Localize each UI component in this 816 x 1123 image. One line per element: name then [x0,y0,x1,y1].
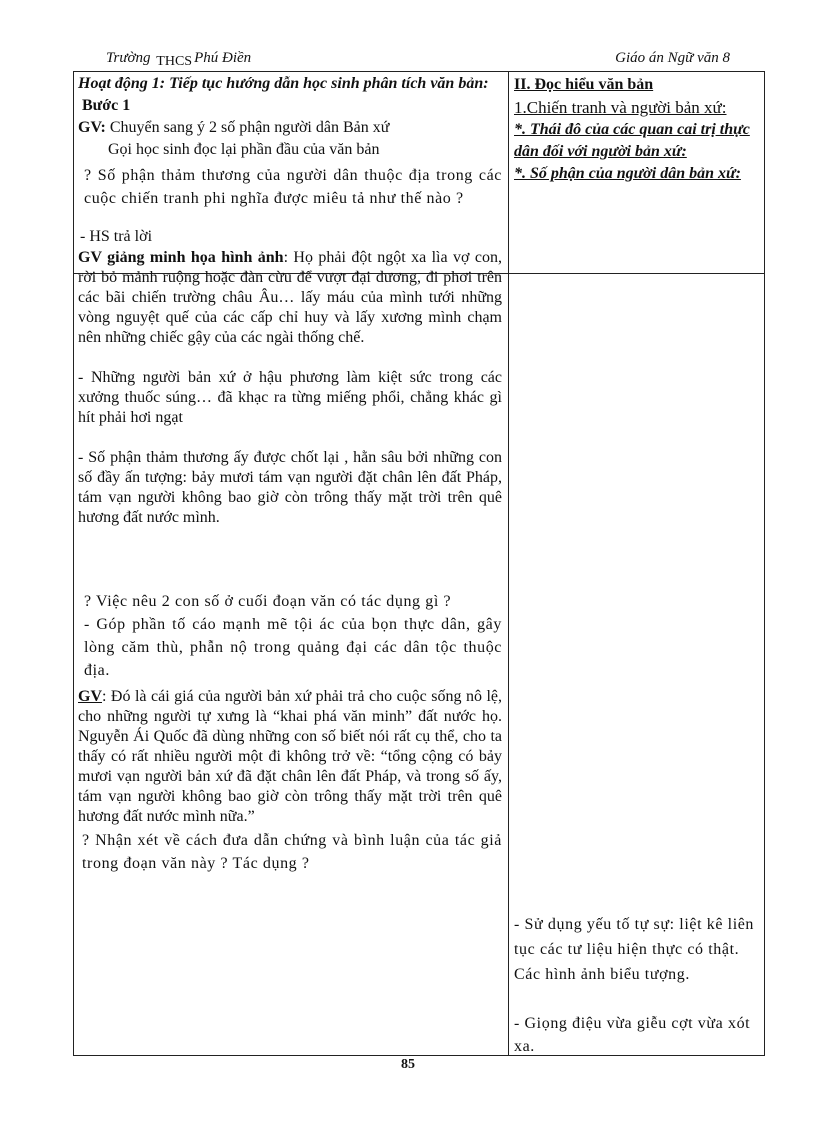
gv-explanation [78,248,502,348]
teaching-activities-column [78,74,502,875]
question-3: ? Nhận xét về cách đưa dẫn chứng và bình luận của tác giả trong đoạn văn này ? Tác dụng ? [82,832,502,872]
subsection-heading: 1.Chiến tranh và người bản xứ: [514,98,727,117]
school-name: Phú Điền [194,50,252,66]
gv-instruction-1-sub: Gọi học sinh đọc lại phần đầu của văn bản [108,141,380,158]
gv-explanation-label: GV giảng minh họa hình ảnh [78,249,284,266]
activity-title: Hoạt động 1: Tiếp tục hướng dẫn học sinh phân tích văn bản: [78,75,489,92]
note-narrative: - Sử dụng yếu tố tự sự: liệt kê liên tục các tư liệu hiện thực có thật. Các hình ảnh biểu tượng. [514,916,755,983]
step-label: Bước 1 [82,97,131,114]
answer-2: - Góp phần tố cáo mạnh mẽ tội ác của bọn thực dân, gây lòng căm thù, phẫn nộ trong quảng đại các dân tộc thuộc địa. [84,616,502,679]
question-2: ? Việc nêu 2 con số ở cuối đoạn văn có tác dụng gì ? [84,593,452,610]
gv-commentary [78,687,502,827]
student-answer-1: - HS trả lời [80,228,153,245]
page-header [76,50,766,70]
note-tone: - Giọng điệu vừa giễu cợt vừa xót xa. [514,1015,751,1055]
page-number: 85 [401,1057,415,1072]
point-fate: *. Số phận của người dân bản xứ: [514,165,741,182]
content-column [514,74,762,983]
question-1: ? Số phận thảm thương của người dân thuộc địa trong các cuộc chiến tranh phi nghĩa được miêu tả như thế nào ? [84,167,502,207]
section-heading: II. Đọc hiểu văn bản [514,76,654,93]
gv-instruction-1 [78,118,502,138]
school-header [106,50,251,67]
paragraph-fate: - Số phận thảm thương ấy được chốt lại , hằn sâu bởi những con số đầy ấn tượng: bảy mươi tám vạn người đặt chân lên đất Pháp, tám vạn người không bao giờ còn trông thấy mặt trời trên quê hương đất nước mình. [78,449,502,526]
gv-commentary-text: : Đó là cái giá của người bản xứ phải trả cho cuộc sống nô lệ, cho những người tự xưng là “khai phá văn minh” đất nước họ. Nguyễn Ái Quốc đã dùng những con số biết nói rất cụ thể, cho ta thấy có rất nhiều người một đi không trở về: “tổng cộng có bảy mươi vạn người bản xứ đã đặt chân lên đất Pháp, và trong số ấy, tám vạn người không bao giờ còn trông thấy mặt trời trên quê hương đất nước mình nữa.” [78,688,502,825]
school-prefix: Trường [106,50,151,66]
gv-label: GV: [78,119,106,136]
school-type: THCS [156,54,193,69]
gv-commentary-label: GV [78,688,102,705]
column-divider [508,71,509,1056]
point-attitude: *. Thái đô của các quan cai trị thực dân đối với người bản xứ: [514,121,750,160]
gv-text: Chuyển sang ý 2 số phận người dân Bản xứ [109,119,390,136]
paragraph-home-front: - Những người bản xứ ở hậu phương làm kiệt sức trong các xưởng thuốc súng… đã khạc ra từng miếng phổi, chẳng khác gì hít phải hơi ngạt [78,369,502,426]
gv-explanation-text: : Họ phải đột ngột xa lìa vợ con, rời bỏ mảnh ruộng hoặc đàn cừu để vượt đại dương, đi phơi trên các bãi chiến trường châu Âu… lấy máu của mình tưới những vòng nguyệt quế của các cấp chỉ huy và lấy xương mình chạm nên những chiếc gậy của các ngài thống chế. [78,249,503,346]
subject-header: Giáo án Ngữ văn 8 [615,50,730,66]
